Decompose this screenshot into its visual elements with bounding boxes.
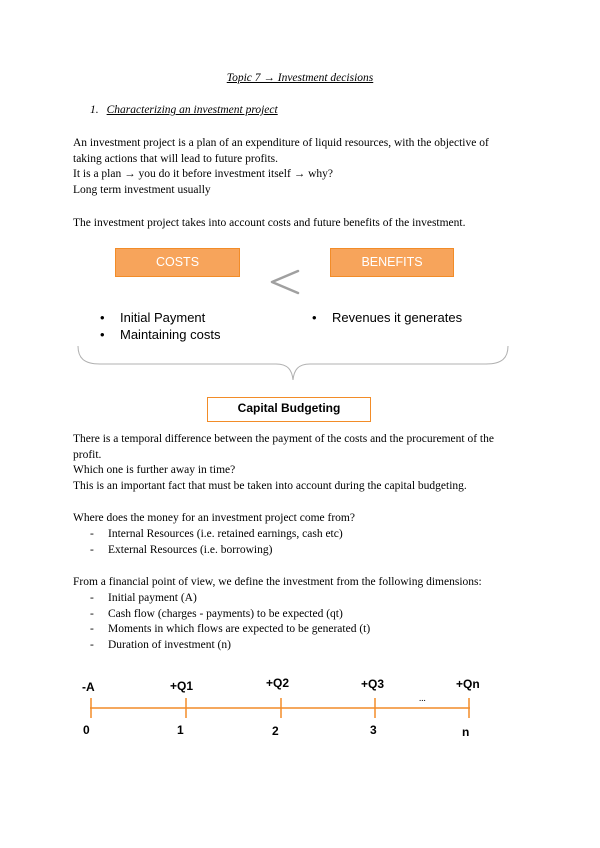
timeline-bottom-label: 0 — [83, 723, 90, 737]
paragraph-temporal — [73, 432, 529, 494]
paragraph-costs-benefits: The investment project takes into account costs and future benefits of the investment. — [73, 217, 466, 229]
text-line: There is a temporal difference between the payment of the costs and the procurement of the — [73, 433, 494, 445]
timeline-top-label: +Q1 — [170, 679, 194, 693]
text-line: profit. — [73, 448, 102, 461]
text-line: It is a plan → you do it before investment itself → why? — [73, 168, 333, 180]
costs-box: COSTS — [115, 248, 240, 277]
list-item: - Initial payment (A) — [90, 592, 197, 604]
list-item: - External Resources (i.e. borrowing) — [90, 543, 273, 556]
list-item: - Cash flow (charges - payments) to be expected (qt) — [90, 607, 343, 620]
text-line: An investment project is a plan of an expenditure of liquid resources, with the objective of — [73, 137, 489, 149]
list-item: • Initial Payment — [100, 310, 206, 325]
timeline-top-label: +Qn — [456, 677, 480, 691]
curly-brace — [76, 344, 512, 384]
page-title: Topic 7 → Investment decisions — [226, 72, 374, 84]
timeline-top-label: +Q3 — [361, 677, 385, 691]
list-item: - Duration of investment (n) — [90, 638, 231, 651]
benefits-box: BENEFITS — [330, 248, 454, 277]
bullet: • — [312, 310, 317, 325]
section-heading — [90, 104, 278, 116]
list-item: • Revenues it generates — [312, 310, 463, 325]
section-title: Characterizing an investment project — [106, 104, 278, 116]
list-item: - Moments in which flows are expected to be generated (t) — [90, 623, 371, 635]
list-item: - Internal Resources (i.e. retained earnings, cash etc) — [90, 528, 343, 540]
text-line: taking actions that will lead to future profits. — [73, 152, 279, 165]
dimensions-list — [90, 591, 370, 653]
paragraph-intro — [73, 136, 529, 198]
bullet: • — [100, 327, 105, 342]
paragraph-resources-question: Where does the money for an investment project come from? — [73, 512, 355, 524]
timeline-bottom-label: 3 — [370, 723, 377, 737]
text-line: Long term investment usually — [73, 183, 211, 196]
timeline-bottom-label: 1 — [177, 723, 184, 737]
timeline-top-label: +Q2 — [266, 676, 290, 690]
bullet: • — [100, 310, 105, 325]
less-than-icon — [268, 268, 304, 296]
costs-list — [100, 309, 220, 343]
text-line: This is an important fact that must be taken into account during the capital budgeting. — [73, 479, 467, 492]
timeline-top-label: -A — [82, 680, 95, 694]
capital-budgeting-box: Capital Budgeting — [207, 397, 371, 422]
section-number: 1. — [90, 104, 99, 116]
paragraph-dimensions-intro: From a financial point of view, we define the investment from the following dimensions: — [73, 576, 482, 588]
timeline-ellipsis: ... — [419, 693, 426, 703]
timeline-bottom-label: 2 — [272, 724, 279, 738]
text-line: Which one is further away in time? — [73, 464, 236, 476]
timeline-bottom-label: n — [462, 725, 470, 739]
resources-list — [90, 527, 343, 558]
benefits-list — [312, 309, 462, 326]
list-item: • Maintaining costs — [100, 327, 221, 342]
